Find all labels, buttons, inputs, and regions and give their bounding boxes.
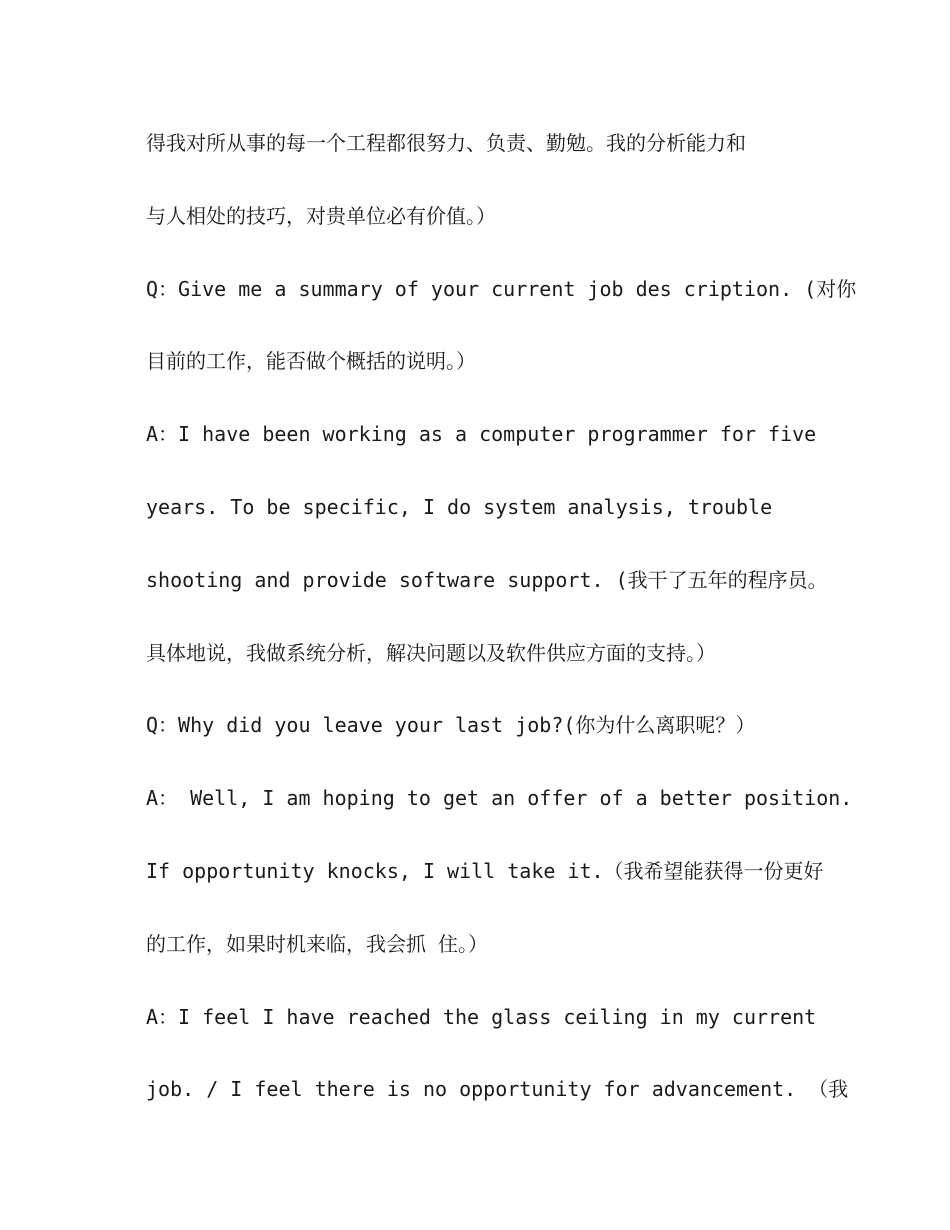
answer-line: A： Well, I am hoping to get an offer of a better position. bbox=[146, 786, 853, 811]
text-line: 目前的工作，能否做个概括的说明。） bbox=[146, 349, 476, 374]
text-line: job. / I feel there is no opportunity for advancement. （我 bbox=[146, 1077, 849, 1102]
answer-line: A：I feel I have reached the glass ceiling in my current bbox=[146, 1004, 817, 1029]
text-line: shooting and provide software support. (我干了五年的程序员。 bbox=[146, 567, 828, 592]
answer-line: A：I have been working as a computer programmer for five bbox=[146, 422, 817, 447]
text-line: 与人相处的技巧，对贵单位必有价值。） bbox=[146, 203, 496, 228]
text-line: 的工作，如果时机来临，我会抓 住。） bbox=[146, 931, 489, 956]
text-line: 具体地说，我做系统分析，解决问题以及软件供应方面的支持。） bbox=[146, 640, 716, 665]
question-line: Q：Give me a summary of your current job des cription. (对你 bbox=[146, 276, 857, 301]
text-line: years. To be specific, I do system analysis, trouble bbox=[146, 494, 773, 519]
question-line: Q：Why did you leave your last job?(你为什么离职呢？） bbox=[146, 713, 756, 738]
text-line: 得我对所从事的每一个工程都很努力、负责、勤勉。我的分析能力和 bbox=[146, 131, 746, 155]
text-line: If opportunity knocks, I will take it.（我希望能获得一份更好 bbox=[146, 858, 824, 883]
document-body bbox=[146, 123, 857, 1142]
